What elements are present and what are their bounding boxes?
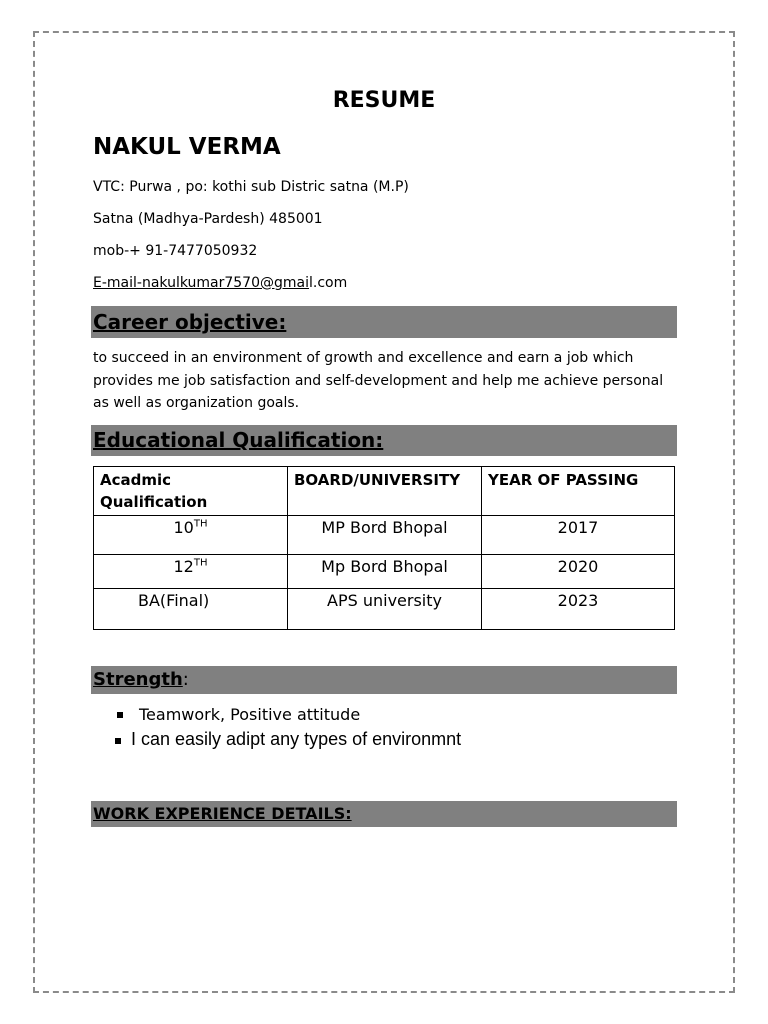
bullet-icon xyxy=(115,738,121,744)
table-row xyxy=(94,589,675,630)
header-year: YEAR OF PASSING xyxy=(482,467,675,516)
row-board: APS university xyxy=(288,589,482,630)
resume-title: RESUME xyxy=(332,88,436,113)
work-experience-heading xyxy=(91,801,677,827)
row-year: 2017 xyxy=(482,516,675,555)
row-year: 2023 xyxy=(482,589,675,630)
bullet-icon xyxy=(117,712,123,718)
table-row xyxy=(94,516,675,555)
header-board: BOARD/UNIVERSITY xyxy=(288,467,482,516)
table-header-row xyxy=(94,467,675,516)
email-line xyxy=(93,275,347,291)
row-board: Mp Bord Bhopal xyxy=(288,555,482,589)
strength-heading-text: Strength xyxy=(93,669,183,690)
strength-heading: Strength: xyxy=(91,666,677,694)
career-objective-heading xyxy=(91,306,677,338)
list-item: I can easily adipt any types of environmnt xyxy=(115,729,461,750)
row-qualification: 12TH xyxy=(94,555,288,589)
career-objective-text: to succeed in an environment of growth and excellence and earn a job which provides me job satisfaction and self-development and help me achieve personal as well as organization goals. xyxy=(93,350,664,411)
candidate-name: NAKUL VERMA xyxy=(93,134,281,160)
work-experience-heading-text: WORK EXPERIENCE DETAILS: xyxy=(93,804,352,823)
row-qualification: 10TH xyxy=(94,516,288,555)
education-heading xyxy=(91,425,677,456)
email-link[interactable]: E-mail-nakulkumar7570@gmai xyxy=(93,275,309,291)
email-suffix: l.com xyxy=(308,275,348,291)
education-table xyxy=(93,466,675,630)
table-row xyxy=(94,555,675,589)
header-qualification: Acadmic Qualification xyxy=(94,467,288,516)
address-line-1: VTC: Purwa , po: kothi sub Distric satna (M.P) xyxy=(93,179,409,195)
mobile-number: mob-+ 91-7477050932 xyxy=(93,243,258,259)
list-item: Teamwork, Positive attitude xyxy=(115,705,461,729)
address-line-2: Satna (Madhya-Pardesh) 485001 xyxy=(93,211,323,227)
education-heading-text: Educational Qualification: xyxy=(93,428,384,452)
career-objective-heading-text: Career objective: xyxy=(93,310,287,334)
strength-list xyxy=(115,705,461,750)
row-year: 2020 xyxy=(482,555,675,589)
row-qualification: BA(Final) xyxy=(94,589,288,630)
row-board: MP Bord Bhopal xyxy=(288,516,482,555)
